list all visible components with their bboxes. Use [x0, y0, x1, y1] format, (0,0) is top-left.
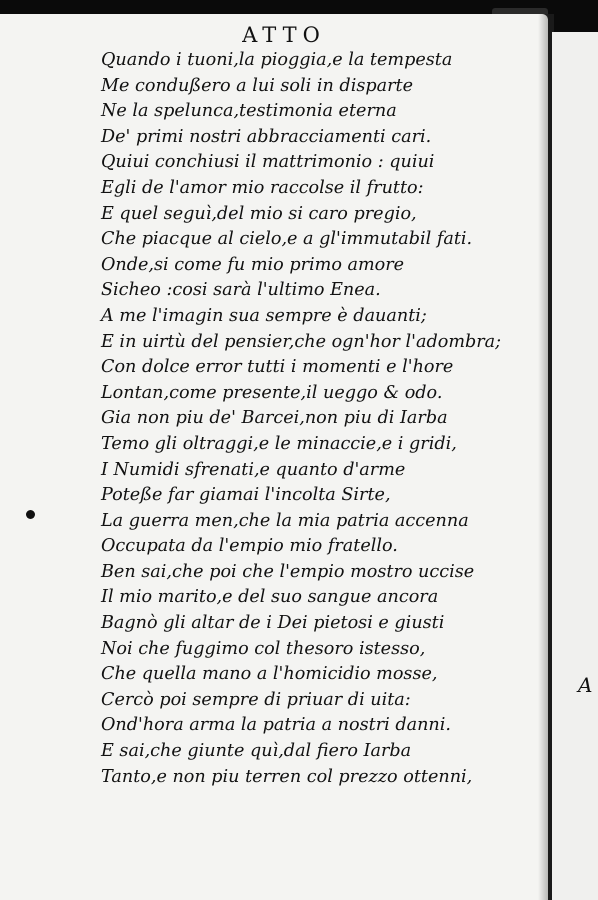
page-gutter-shadow — [538, 14, 548, 900]
verse-line: Egli de l'amor mio raccolse il frutto: — [101, 177, 424, 198]
verse-line: La guerra men,che la mia patria accenna — [101, 510, 469, 531]
verse-list — [101, 48, 501, 790]
verse-line: Quando i tuoni,la pioggia,e la tempesta — [101, 50, 453, 70]
verse-line: De' primi nostri abbracciamenti cari. — [101, 126, 432, 147]
verse-line: Ond'hora arma la patria a nostri danni. — [101, 715, 451, 736]
verse-line: Gia non piu de' Barcei,non piu di Iarba — [101, 408, 448, 429]
verse-line: Ben sai,che poi che l'empio mostro uccise — [101, 561, 475, 582]
facing-page-edge-letter: A — [578, 673, 593, 697]
verse-line: Onde,si come fu mio primo amore — [101, 254, 405, 275]
verse-line: Ne la spelunca,testimonia eterna — [101, 101, 397, 122]
verse-line: E in uirtù del pensier,che ogn'hor l'adombra; — [101, 331, 502, 352]
verse-line: E quel seguì,del mio si caro pregio, — [101, 203, 417, 224]
verse-line: Bagnò gli altar de i Dei pietosi e giusti — [101, 613, 445, 634]
verse-line: E sai,che giunte quì,dal fiero Iarba — [101, 741, 412, 762]
verse-line: Quiui conchiusi il mattrimonio : quiui — [101, 152, 435, 173]
verse-line: Che piacque al cielo,e a gl'immutabil fati. — [101, 229, 473, 250]
verse-line: Cercò poi sempre di priuar di uita: — [101, 689, 411, 710]
verse-line: Noi che fuggimo col thesoro istesso, — [101, 638, 426, 659]
running-title — [0, 23, 548, 47]
verse-line: I Numidi sfrenati,e quanto d'arme — [101, 459, 406, 480]
verse-line: Tanto,e non piu terren col prezzo ottenni, — [101, 766, 473, 787]
verse-line: Lontan,come presente,il ueggo & odo. — [101, 382, 443, 403]
verse-line: Poteße far giamai l'incolta Sirte, — [101, 485, 391, 506]
ink-blot — [26, 510, 35, 519]
verse-line: Che quella mano a l'homicidio mosse, — [101, 664, 438, 685]
verse-line: Occupata da l'empio mio fratello. — [101, 536, 398, 557]
verse-line: Temo gli oltraggi,e le minaccie,e i gridi, — [101, 433, 457, 454]
verse-line: Me condußero a lui soli in disparte — [101, 75, 413, 96]
verse-line: Il mio marito,e del suo sangue ancora — [101, 587, 439, 608]
verse-line: Sicheo :cosi sarà l'ultimo Enea. — [101, 280, 381, 301]
verse-line: A me l'imagin sua sempre è dauanti; — [101, 305, 427, 326]
facing-page-strip — [552, 32, 598, 900]
running-title-text: ATTO — [242, 23, 326, 47]
verse-line: Con dolce error tutti i momenti e l'hore — [101, 357, 454, 378]
